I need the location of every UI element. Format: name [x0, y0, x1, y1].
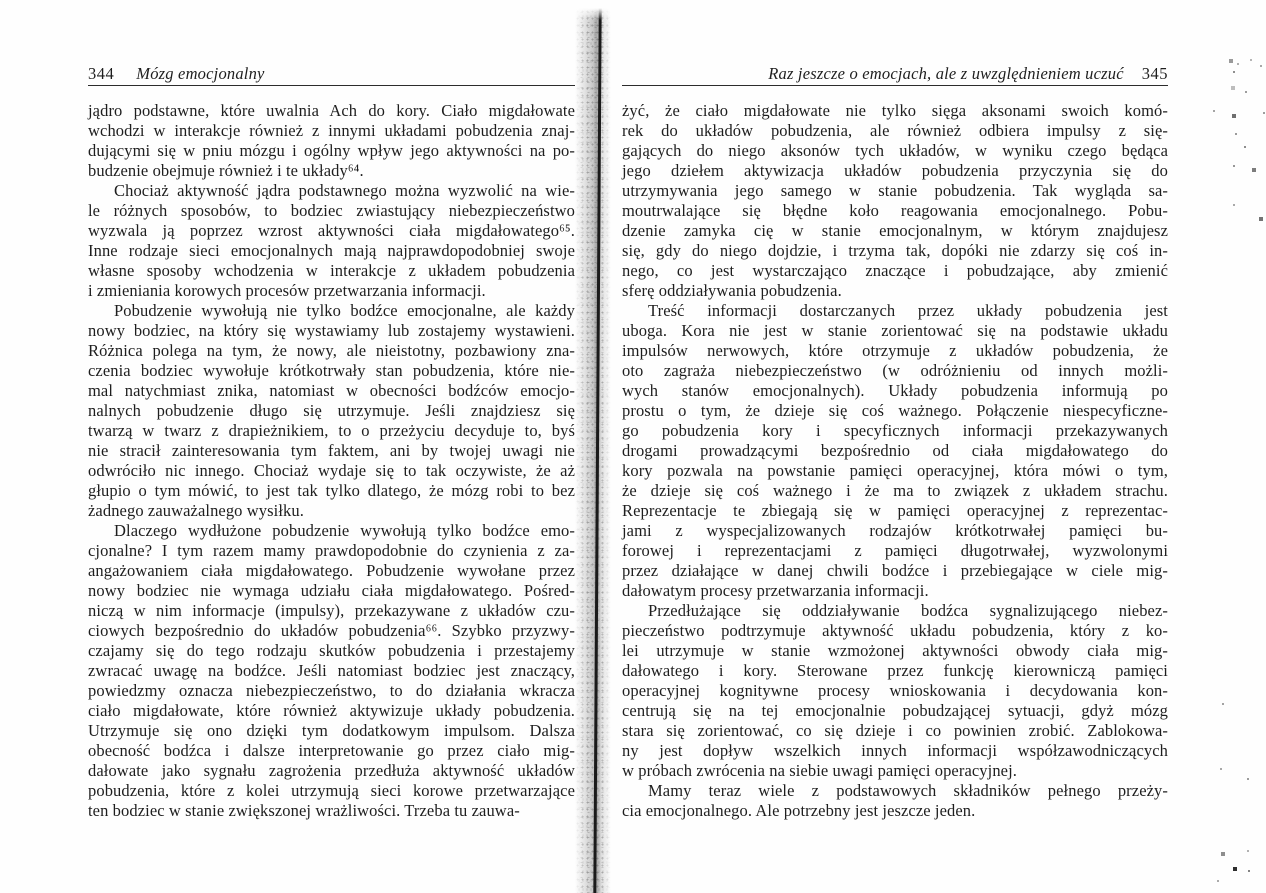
scan-noise-specks-bottom-right: [1212, 808, 1214, 810]
text-line: Przedłużające się oddziaływanie bodźca sygnalizującego niebez-: [648, 601, 1168, 620]
text-line: utrzymywania jego samego w stanie pobudzenia. Tak wygląda sa-: [622, 181, 1168, 200]
text-line: zwracać uwagę na bodźce. Jeśli natomiast bodziec jest znaczący,: [88, 661, 575, 680]
text-line: gających do niego aksonów tych układów, w wyniku czego będąca: [622, 141, 1168, 160]
text-line: rek do układów pobudzenia, ale również odbiera impulsy z się-: [622, 121, 1168, 140]
text-line: żyć, że ciało migdałowate nie tylko sięga aksonami swoich komó-: [622, 101, 1168, 120]
text-line: Różnica polega na tym, że nowy, ale nieistotny, pozbawiony zna-: [88, 341, 575, 360]
text-line: wyzwala ją poprzez wzrost aktywności ciała migdałowatego⁶⁵.: [88, 221, 575, 240]
text-line: dałowate jako sygnału zagrożenia przedłuża aktywność układów: [88, 761, 575, 780]
text-line: nowy bodziec, na który się wystawiamy lub zostajemy wystawieni.: [88, 321, 575, 340]
text-line: prostu o tym, że dzieje się coś ważnego. Połączenie niespecyficzne-: [622, 401, 1168, 420]
book-gutter-shadow: [575, 8, 611, 893]
text-line: czajamy się do tego rodzaju skutków pobudzenia i przestajemy: [88, 641, 575, 660]
text-line: powiedzmy oznacza niebezpieczeństwo, to do działania wkracza: [88, 681, 575, 700]
text-line: odwróciło nic innego. Chociaż wydaje się to tak oczywiste, że aż: [88, 461, 575, 480]
right-page-number: 345: [1141, 64, 1168, 83]
text-line: dzenie zamyka cię w stanie emocjonalnym, w którym znajdujesz: [622, 221, 1168, 240]
scan-noise-specks-top-right: [1205, 15, 1207, 17]
text-line: ciało migdałowate, które również aktywizuje układy pobudzenia.: [88, 701, 575, 720]
left-running-title: Mózg emocjonalny: [136, 64, 265, 83]
text-line: impulsów nerwowych, które otrzymuje z układów pobudzenia, że: [622, 341, 1168, 360]
text-line: dałowatym procesy przetwarzania informacji.: [622, 581, 929, 600]
text-line: czenia bodziec wywołuje krótkotrwały stan pobudzenia, które nie-: [88, 361, 575, 380]
text-line: operacyjnej kognitywne procesy wnioskowania i decydowania kon-: [622, 681, 1168, 700]
text-line: ny jest dopływ wszelkich innych informacji współzawodniczących: [622, 741, 1168, 760]
text-line: lei utrzymuje w stanie wzmożonej aktywności obwody ciała mig-: [622, 641, 1168, 660]
text-line: pieczeństwo podtrzymuje aktywność układu pobudzenia, który z ko-: [622, 621, 1168, 640]
text-line: się, gdy do niego dojdzie, i trzyma tak, dopóki nie zdarzy się coś in-: [622, 241, 1168, 260]
text-line: nowy bodziec nie wymaga udziału ciała migdałowatego. Pośred-: [88, 581, 575, 600]
text-line: stara się zorientować, co się dzieje i co powinien zrobić. Zablokowa-: [622, 721, 1168, 740]
text-line: własne sposoby wchodzenia w interakcje z układem pobudzenia: [88, 261, 575, 280]
text-line: moutrwalające się błędne koło reagowania emocjonalnego. Pobu-: [622, 201, 1168, 220]
text-line: budzenie obejmuje również i te układy⁶⁴.: [88, 161, 364, 180]
text-line: Mamy teraz wiele z podstawowych składników pełnego przeży-: [648, 781, 1168, 800]
text-line: wchodzi w interakcje również z innymi układami pobudzenia znaj-: [88, 121, 575, 140]
text-line: drogami prowadzącymi bezpośrednio od ciała migdałowatego do: [622, 441, 1168, 460]
text-line: dałowatego i kory. Sterowane przez funkcję kierowniczą pamięci: [622, 661, 1168, 680]
text-line: Pobudzenie wywołują nie tylko bodźce emocjonalne, ale każdy: [114, 301, 575, 320]
text-line: i zmieniania korowych procesów przetwarzania informacji.: [88, 281, 486, 300]
right-running-head: [622, 64, 1168, 84]
left-header-rule: [88, 85, 575, 86]
text-line: przez działające w danej chwili bodźce i przebiegające w ciele mig-: [622, 561, 1168, 580]
text-line: forowej i reprezentacjami z pamięci długotrwałej, wyzwolonymi: [622, 541, 1168, 560]
text-line: twarzą w twarz z drapieżnikiem, to o przeżyciu decyduje to, byś: [88, 421, 575, 440]
text-line: że dzieje się coś ważnego i że ma to związek z układem strachu.: [622, 481, 1168, 500]
right-page-body: [622, 101, 1168, 821]
text-line: Chociaż aktywność jądra podstawnego można wyzwolić na wie-: [114, 181, 575, 200]
text-line: ten bodziec w stanie zwiększonej wrażliwości. Trzeba tu zauwa-: [88, 801, 520, 820]
text-line: obecność bodźca i dalsze interpretowanie go przez ciało mig-: [88, 741, 575, 760]
text-line: Utrzymuje się ono dzięki tym dodatkowym impulsom. Dalsza: [88, 721, 575, 740]
text-line: Treść informacji dostarczanych przez układy pobudzenia jest: [648, 301, 1168, 320]
text-line: cia emocjonalnego. Ale potrzebny jest jeszcze jeden.: [622, 801, 976, 820]
text-line: wych stanów emocjonalnych). Układy pobudzenia informują po: [622, 381, 1168, 400]
text-line: Reprezentacje te zbiegają się w pamięci operacyjnej z reprezentac-: [622, 501, 1168, 520]
text-line: go pobudzenia kory i specyficznych informacji przekazywanych: [622, 421, 1168, 440]
left-page-body: [88, 101, 575, 821]
text-line: nalnych pobudzenie długo się utrzymuje. Jeśli znajdziesz się: [88, 401, 575, 420]
text-line: głupio o tym mówić, to jest tak tylko dlatego, że mózg robi to bez: [88, 481, 575, 500]
text-line: jego dziełem aktywizacja układów pobudzenia przyczynia się do: [622, 161, 1168, 180]
text-line: sferę oddziaływania pobudzenia.: [622, 281, 842, 300]
text-line: oto zagraża niebezpieczeństwo (w odróżnieniu od innych możli-: [622, 361, 1168, 380]
text-line: le różnych sposobów, to bodziec zwiastujący niebezpieczeństwo: [88, 201, 575, 220]
text-line: mal natychmiast znika, natomiast w obecności bodźców emocjo-: [88, 381, 575, 400]
text-line: centrują się na tej emocjonalnie pobudzającej sytuacji, gdyż mózg: [622, 701, 1168, 720]
left-running-head: [88, 64, 575, 84]
text-line: niczą w nim informacje (impulsy), przekazywane z układów czu-: [88, 601, 575, 620]
right-header-rule: [622, 85, 1168, 86]
text-line: żadnego zauważalnego wysiłku.: [88, 501, 304, 520]
left-page-number: 344: [88, 64, 115, 83]
text-line: pobudzenia, które z kolei utrzymują sieci korowe przetwarzające: [88, 781, 575, 800]
text-line: nie stracił zainteresowania tym faktem, ani by twojej uwagi nie: [88, 441, 575, 460]
text-line: nego, co jest wystarczająco znaczące i pobudzające, aby zmienić: [622, 261, 1168, 280]
text-line: Dlaczego wydłużone pobudzenie wywołują tylko bodźce emo-: [114, 521, 575, 540]
text-line: cjonalne? I tym razem mamy prawdopodobnie do czynienia z za-: [88, 541, 575, 560]
text-line: kory pozwala na powstanie pamięci operacyjnej, która mówi o tym,: [622, 461, 1168, 480]
text-line: jądro podstawne, które uwalnia Ach do kory. Ciało migdałowate: [88, 101, 575, 120]
text-line: w próbach zwrócenia na siebie uwagi pamięci operacyjnej.: [622, 761, 1018, 780]
text-line: Inne rodzaje sieci emocjonalnych mają najprawdopodobniej swoje: [88, 241, 575, 260]
text-line: dującymi się w pniu mózgu i ogólny wpływ jego aktywności na po-: [88, 141, 575, 160]
text-line: ciowych bezpośrednio do układów pobudzenia⁶⁶. Szybko przyzwy-: [88, 621, 575, 640]
text-line: jami z wyspecjalizowanych rodzajów krótkotrwałej pamięci bu-: [622, 521, 1168, 540]
text-line: angażowaniem ciała migdałowatego. Pobudzenie wywołane przez: [88, 561, 575, 580]
right-running-title: Raz jeszcze o emocjach, ale z uwzględnieniem uczuć: [768, 64, 1124, 83]
text-line: uboga. Kora nie jest w stanie zorientować się na podstawie układu: [622, 321, 1168, 340]
